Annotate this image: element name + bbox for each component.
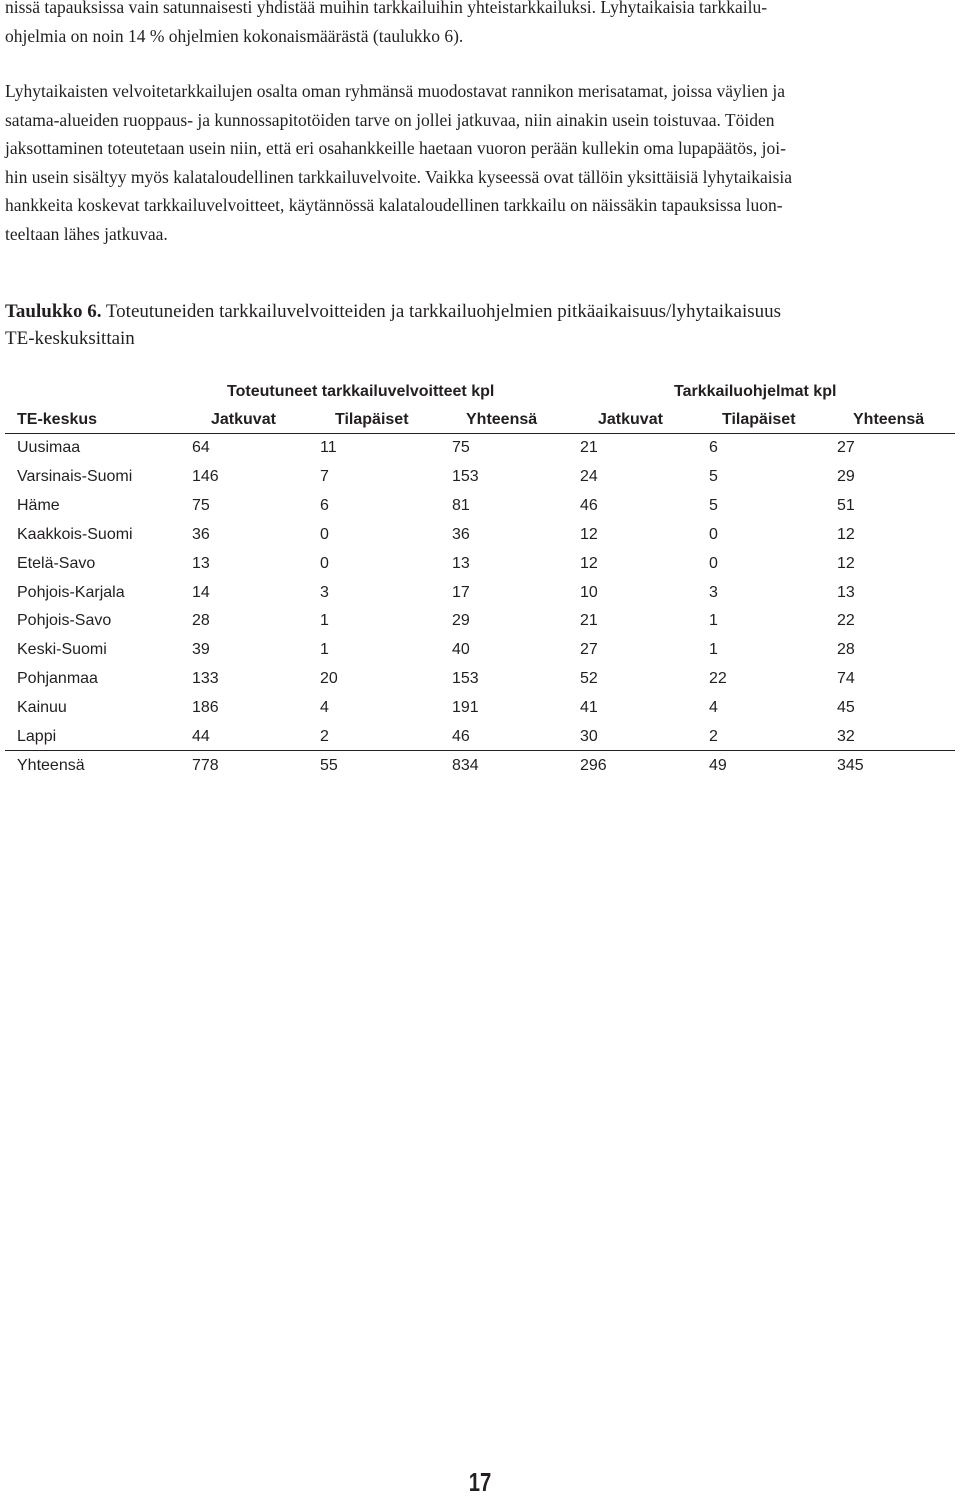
- row-label: Kainuu: [17, 699, 67, 717]
- row-label: Etelä-Savo: [17, 554, 96, 572]
- total-cell: 778: [192, 756, 219, 774]
- table-cell: 6: [320, 496, 329, 514]
- table-cell: 13: [837, 583, 855, 601]
- text-line: jaksottaminen toteutetaan usein niin, että eri osahankkeille haetaan vuoron perään kullekin oma lupapäätös, joi-: [5, 138, 786, 159]
- table-cell: 2: [320, 728, 329, 745]
- table-cell: 153: [452, 467, 479, 485]
- table-cell: 74: [837, 670, 855, 688]
- page-number: 17: [468, 1467, 492, 1497]
- table-cell: 1: [709, 641, 718, 659]
- table-cell: 29: [452, 612, 470, 630]
- table-cell: 44: [192, 728, 210, 745]
- table-cell: 12: [580, 554, 598, 572]
- column-header: Jatkuvat: [598, 411, 663, 428]
- table-caption-text: Toteutuneiden tarkkailuvelvoitteiden ja tarkkailuohjelmien pitkäaikaisuus/lyhytaikaisuus: [105, 301, 782, 322]
- table-cell: 30: [580, 728, 598, 745]
- table-cell: 0: [320, 554, 329, 572]
- table-cell: 4: [320, 699, 329, 717]
- text-line: ohjelmia on noin 14 % ohjelmien kokonaismäärästä (taulukko 6).: [5, 25, 464, 46]
- column-header: Tilapäiset: [722, 411, 796, 428]
- table-caption-label: Taulukko 6.: [5, 301, 102, 322]
- table-cell: 12: [837, 525, 855, 543]
- table-caption-text-continued: TE-keskuksittain: [5, 328, 135, 349]
- text-line: nissä tapauksissa vain satunnaisesti yhdistää muihin tarkkailuihin yhteistarkkailuksi. Lyhytaikaisia tarkkailu-: [5, 0, 768, 17]
- table-cell: 3: [320, 583, 329, 601]
- table-cell: 5: [709, 467, 718, 485]
- text-line: satama-alueiden ruoppaus- ja kunnossapitotöiden tarve on jollei jatkuvaa, niin ainakin usein toistuvaa. Töiden: [5, 109, 775, 130]
- table-cell: 45: [837, 699, 855, 717]
- row-label: Uusimaa: [17, 439, 81, 456]
- table-cell: 41: [580, 699, 598, 717]
- table-cell: 46: [580, 496, 598, 514]
- column-header: Tilapäiset: [335, 411, 409, 428]
- column-header: Yhteensä: [853, 411, 925, 428]
- row-label: Lappi: [17, 728, 57, 745]
- table-cell: 32: [837, 728, 855, 745]
- table-cell: 13: [452, 554, 470, 572]
- table-cell: 0: [320, 525, 329, 543]
- table-cell: 27: [580, 641, 598, 659]
- row-label: Keski-Suomi: [17, 641, 107, 659]
- table-cell: 146: [192, 467, 219, 485]
- total-cell: 834: [452, 756, 479, 774]
- table-cell: 14: [192, 583, 210, 601]
- column-header: TE-keskus: [17, 411, 98, 428]
- table-cell: 186: [192, 699, 219, 717]
- table-cell: 36: [192, 525, 210, 543]
- text-line: hankkeita koskevat tarkkailuvelvoitteet, käytännössä kalataloudellinen tarkkailu on näissäkin tapauksissa luon-: [5, 195, 783, 216]
- table-cell: 28: [837, 641, 855, 659]
- row-label: Pohjanmaa: [17, 670, 98, 688]
- table-cell: 20: [320, 670, 338, 688]
- table-cell: 3: [709, 583, 718, 601]
- table-cell: 11: [320, 439, 337, 456]
- table-cell: 21: [580, 439, 598, 456]
- table-cell: 81: [452, 496, 470, 514]
- column-header: Yhteensä: [466, 411, 538, 428]
- table-cell: 28: [192, 612, 210, 630]
- table-cell: 133: [192, 670, 219, 688]
- table-cell: 75: [192, 496, 210, 514]
- table-cell: 7: [320, 467, 329, 485]
- table-cell: 40: [452, 641, 470, 659]
- table-cell: 36: [452, 525, 470, 543]
- table-cell: 10: [580, 583, 598, 601]
- table-cell: 21: [580, 612, 598, 630]
- text-line: Lyhytaikaisten velvoitetarkkailujen osalta oman ryhmänsä muodostavat rannikon merisatamat, joissa väylien ja: [5, 81, 785, 101]
- table-cell: 1: [709, 612, 718, 630]
- table-cell: 6: [709, 439, 718, 456]
- table-cell: 22: [837, 612, 855, 630]
- table-cell: 22: [709, 670, 727, 688]
- row-label: Kaakkois-Suomi: [17, 525, 133, 543]
- table-cell: 13: [192, 554, 210, 572]
- table-cell: 2: [709, 728, 718, 745]
- table-cell: 39: [192, 641, 210, 659]
- total-label: Yhteensä: [17, 756, 85, 774]
- table-cell: 12: [580, 525, 598, 543]
- text-line: hin usein sisältyy myös kalataloudellinen tarkkailuvelvoite. Vaikka kyseessä ovat tällöin yksittäisiä lyhytaikaisia: [5, 166, 793, 187]
- total-cell: 296: [580, 756, 607, 774]
- table-cell: 27: [837, 439, 855, 456]
- table-cell: 52: [580, 670, 598, 688]
- row-label: Pohjois-Karjala: [17, 583, 125, 601]
- table-cell: 191: [452, 699, 479, 717]
- table-cell: 1: [320, 612, 329, 630]
- table-cell: 12: [837, 554, 855, 572]
- group-header: Tarkkailuohjelmat kpl: [674, 383, 837, 400]
- table-cell: 1: [320, 641, 329, 659]
- header-rule: [5, 433, 955, 434]
- table-cell: 0: [709, 554, 718, 572]
- table-cell: 17: [452, 583, 470, 601]
- total-rule: [5, 750, 955, 751]
- table-cell: 0: [709, 525, 718, 543]
- text-line: teeltaan lähes jatkuvaa.: [5, 223, 168, 244]
- column-header: Jatkuvat: [211, 411, 276, 428]
- table-cell: 5: [709, 496, 718, 514]
- row-label: Pohjois-Savo: [17, 612, 112, 630]
- table-cell: 4: [709, 699, 718, 717]
- table-cell: 46: [452, 728, 470, 745]
- group-header: Toteutuneet tarkkailuvelvoitteet kpl: [227, 383, 495, 400]
- table-cell: 75: [452, 439, 470, 456]
- table-cell: 153: [452, 670, 479, 688]
- table-cell: 51: [837, 496, 855, 514]
- total-cell: 49: [709, 756, 727, 774]
- table-cell: 64: [192, 439, 210, 456]
- table-cell: 29: [837, 467, 855, 485]
- total-cell: 55: [320, 756, 338, 774]
- row-label: Häme: [17, 496, 60, 514]
- total-cell: 345: [837, 756, 864, 774]
- row-label: Varsinais-Suomi: [17, 467, 133, 485]
- table-cell: 24: [580, 467, 598, 485]
